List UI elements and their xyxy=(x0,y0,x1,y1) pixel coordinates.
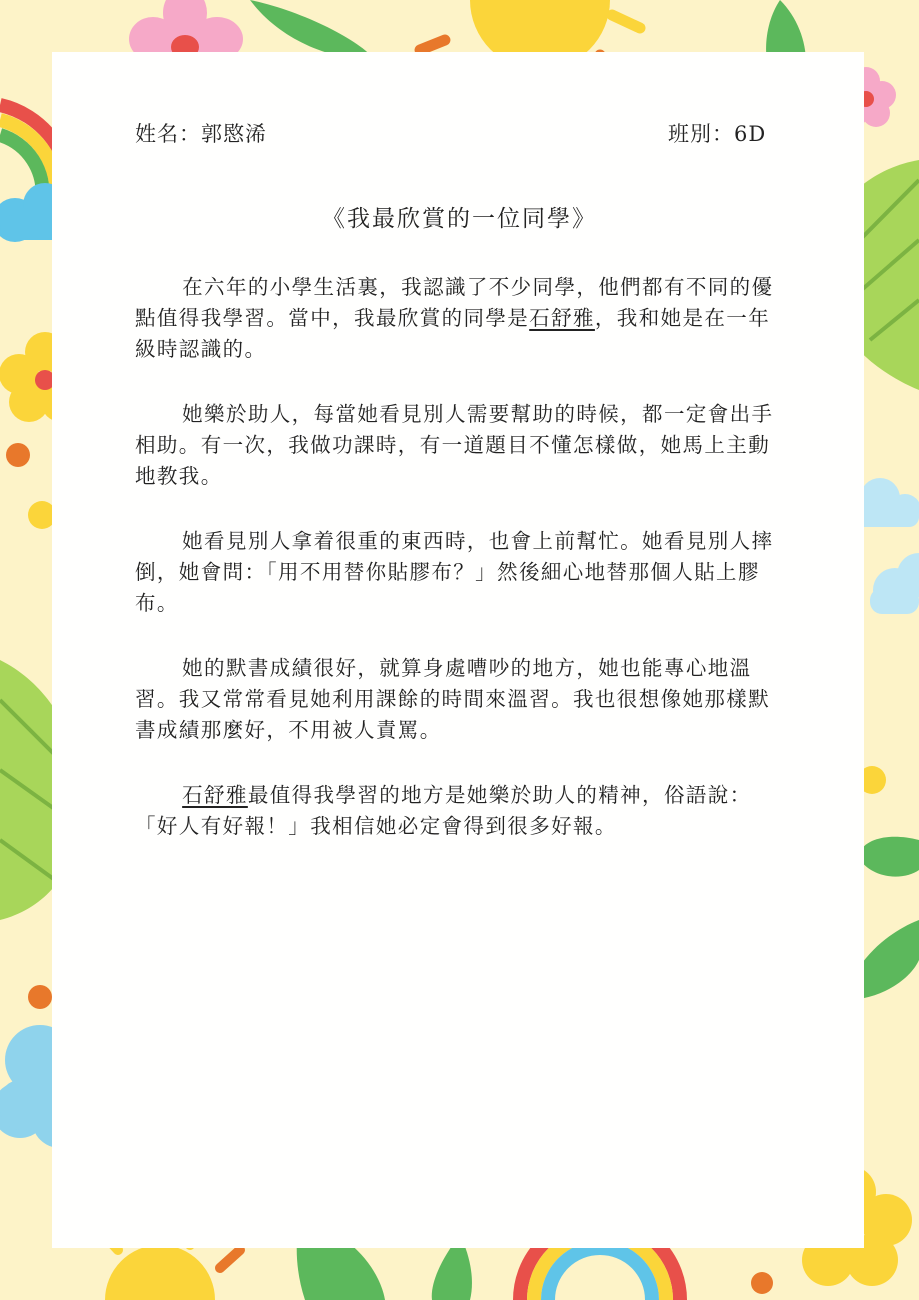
leaf-icon xyxy=(250,0,375,60)
student-name: 郭愍浠 xyxy=(201,122,267,146)
classmate-name: 石舒雅 xyxy=(529,306,595,330)
essay-body xyxy=(135,272,785,876)
paragraph: 在六年的小學生活裏，我認識了不少同學，他們都有不同的優點值得我學習。當中，我最欣賞的同學是石舒雅，我和她是在一年級時認識的。 xyxy=(135,275,774,361)
paragraph: 她樂於助人，每當她看見別人需要幫助的時候，都一定會出手相助。有一次，我做功課時，有一道題目不懂怎樣做，她馬上主動地教我。 xyxy=(135,402,774,488)
class-line xyxy=(668,118,766,148)
dot-icon xyxy=(6,443,30,467)
paragraph: 她看見別人拿着很重的東西時，也會上前幫忙。她看見別人摔倒，她會問：「用不用替你貼膠布？」然後細心地替那個人貼上膠布。 xyxy=(135,529,774,615)
paragraph: 石舒雅最值得我學習的地方是她樂於助人的精神，俗語說：「好人有好報！」我相信她必定會得到很多好報。 xyxy=(135,783,752,838)
name-label: 姓名： xyxy=(135,122,201,146)
class-label: 班別： xyxy=(668,122,734,146)
classmate-name: 石舒雅 xyxy=(182,783,248,807)
student-name-line xyxy=(135,118,267,148)
essay-title: 《我最欣賞的一位同學》 xyxy=(322,206,597,232)
paragraph: 她的默書成績很好，就算身處嘈吵的地方，她也能專心地溫習。我又常常看見她利用課餘的時間來溫習。我也很想像她那樣默書成績那麼好，不用被人責罵。 xyxy=(135,656,771,742)
dot-icon xyxy=(28,985,52,1009)
class-value: 6D xyxy=(734,122,767,146)
dot-icon xyxy=(751,1272,773,1294)
